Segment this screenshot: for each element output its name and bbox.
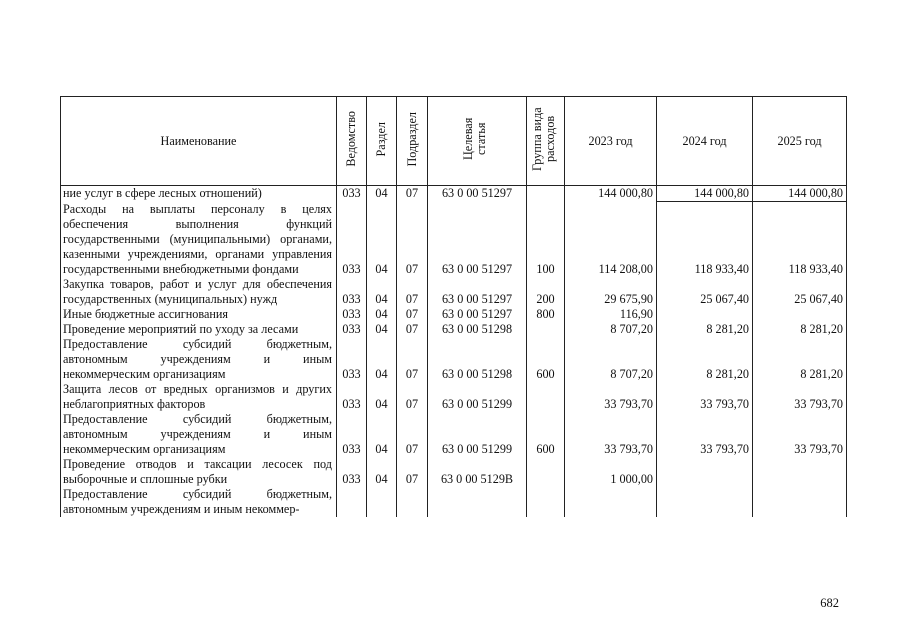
row-target: 63 0 00 51297: [428, 307, 527, 322]
row-name: Расходы на выплаты персоналу в целях обеспечения выполнения функций государственными (муниципальными) органами, казенными учреждениями, органами управления государственными внебюджетными фондами: [61, 202, 337, 277]
row-2025: 33 793,70: [753, 382, 847, 412]
row-2024: 25 067,40: [657, 277, 753, 307]
row-2025: 8 281,20: [753, 337, 847, 382]
row-2024: [657, 307, 753, 322]
row-2023: 114 208,00: [565, 202, 657, 277]
row-subsection: 07: [397, 382, 428, 412]
row-dept: 033: [337, 457, 367, 487]
header-2024: 2024 год: [657, 97, 753, 186]
row-2023: 33 793,70: [565, 412, 657, 457]
row-2025: 144 000,80: [753, 186, 847, 202]
row-section: 04: [367, 277, 397, 307]
page-number: 682: [820, 596, 839, 610]
row-section: 04: [367, 186, 397, 202]
row-dept: 033: [337, 202, 367, 277]
row-2023: 29 675,90: [565, 277, 657, 307]
table-row: [61, 202, 847, 277]
row-group: [527, 382, 565, 412]
row-2024: 144 000,80: [657, 186, 753, 202]
row-subsection: [397, 487, 428, 517]
table-row: [61, 277, 847, 307]
row-dept: 033: [337, 322, 367, 337]
row-2024: 8 281,20: [657, 337, 753, 382]
row-target: 63 0 00 51297: [428, 277, 527, 307]
row-subsection: 07: [397, 337, 428, 382]
row-name: ние услуг в сфере лесных отношений): [61, 186, 337, 202]
row-section: 04: [367, 202, 397, 277]
header-target: Целевая статья: [428, 97, 527, 186]
row-target: [428, 487, 527, 517]
table-row: [61, 457, 847, 487]
row-2024: 118 933,40: [657, 202, 753, 277]
header-group: Группа вида расходов: [527, 97, 565, 186]
row-name: Предоставление субсидий бюджетным, автономным учреждениям и иным некоммер-: [61, 487, 337, 517]
row-target: 63 0 00 5129В: [428, 457, 527, 487]
row-group: [527, 457, 565, 487]
row-2023: 144 000,80: [565, 186, 657, 202]
row-2025: [753, 487, 847, 517]
row-name: Предоставление субсидий бюджетным, автономным учреждениям и иным некоммерческим организациям: [61, 412, 337, 457]
budget-table-page: [60, 96, 846, 586]
row-group: 200: [527, 277, 565, 307]
row-2025: 8 281,20: [753, 322, 847, 337]
row-subsection: 07: [397, 322, 428, 337]
row-2024: 33 793,70: [657, 412, 753, 457]
row-2024: 8 281,20: [657, 322, 753, 337]
header-dept: Ведомство: [337, 97, 367, 186]
row-2023: 8 707,20: [565, 322, 657, 337]
row-section: 04: [367, 322, 397, 337]
header-subsection: Подраздел: [397, 97, 428, 186]
header-section: Раздел: [367, 97, 397, 186]
row-2024: [657, 487, 753, 517]
table-header-row: [61, 97, 847, 186]
row-target: 63 0 00 51298: [428, 322, 527, 337]
row-subsection: 07: [397, 307, 428, 322]
header-name: Наименование: [61, 97, 337, 186]
row-subsection: 07: [397, 186, 428, 202]
row-group: [527, 186, 565, 202]
budget-table: [60, 96, 847, 517]
table-row: [61, 382, 847, 412]
row-2023: 8 707,20: [565, 337, 657, 382]
row-2023: 33 793,70: [565, 382, 657, 412]
row-name: Предоставление субсидий бюджетным, автономным учреждениям и иным некоммерческим организациям: [61, 337, 337, 382]
row-subsection: 07: [397, 457, 428, 487]
row-group: [527, 322, 565, 337]
row-dept: 033: [337, 307, 367, 322]
row-group: 800: [527, 307, 565, 322]
table-row: [61, 322, 847, 337]
row-dept: [337, 487, 367, 517]
row-2024: 33 793,70: [657, 382, 753, 412]
row-section: 04: [367, 337, 397, 382]
row-name: Проведение мероприятий по уходу за лесами: [61, 322, 337, 337]
header-2025: 2025 год: [753, 97, 847, 186]
header-2023: 2023 год: [565, 97, 657, 186]
row-name: Иные бюджетные ассигнования: [61, 307, 337, 322]
row-name: Закупка товаров, работ и услуг для обеспечения государственных (муниципальных) нужд: [61, 277, 337, 307]
row-2025: [753, 307, 847, 322]
row-2023: [565, 487, 657, 517]
row-target: 63 0 00 51297: [428, 202, 527, 277]
row-2025: 33 793,70: [753, 412, 847, 457]
row-target: 63 0 00 51299: [428, 382, 527, 412]
row-name: Проведение отводов и таксации лесосек под выборочные и сплошные рубки: [61, 457, 337, 487]
row-group: 100: [527, 202, 565, 277]
table-row: [61, 307, 847, 322]
row-2025: 25 067,40: [753, 277, 847, 307]
row-subsection: 07: [397, 412, 428, 457]
row-section: 04: [367, 307, 397, 322]
row-dept: 033: [337, 382, 367, 412]
row-section: 04: [367, 382, 397, 412]
row-dept: 033: [337, 277, 367, 307]
row-target: 63 0 00 51298: [428, 337, 527, 382]
row-subsection: 07: [397, 202, 428, 277]
row-group: [527, 487, 565, 517]
row-name: Защита лесов от вредных организмов и других неблагоприятных факторов: [61, 382, 337, 412]
row-dept: 033: [337, 186, 367, 202]
row-target: 63 0 00 51297: [428, 186, 527, 202]
table-row: [61, 412, 847, 457]
table-row: [61, 337, 847, 382]
row-target: 63 0 00 51299: [428, 412, 527, 457]
row-2025: [753, 457, 847, 487]
row-subsection: 07: [397, 277, 428, 307]
row-group: 600: [527, 337, 565, 382]
row-2024: [657, 457, 753, 487]
row-2023: 116,90: [565, 307, 657, 322]
row-section: 04: [367, 457, 397, 487]
row-2023: 1 000,00: [565, 457, 657, 487]
row-dept: 033: [337, 412, 367, 457]
row-section: 04: [367, 412, 397, 457]
table-row: [61, 487, 847, 517]
row-dept: 033: [337, 337, 367, 382]
row-section: [367, 487, 397, 517]
row-2025: 118 933,40: [753, 202, 847, 277]
table-row: [61, 186, 847, 202]
row-group: 600: [527, 412, 565, 457]
